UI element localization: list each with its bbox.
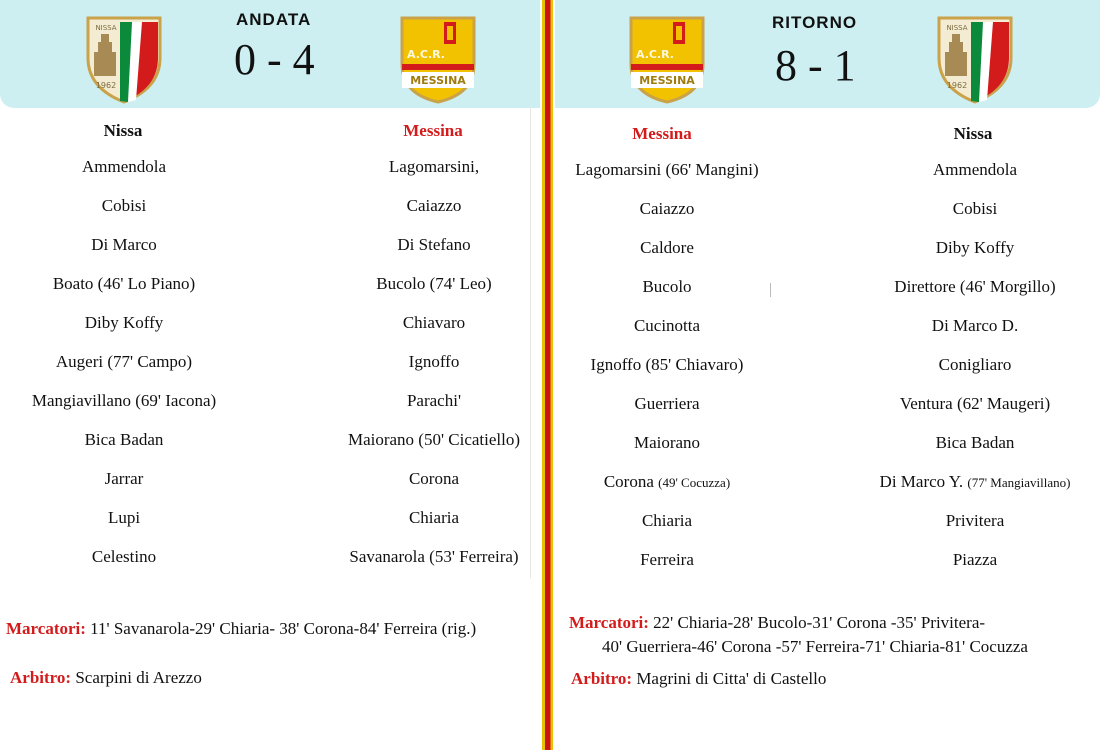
player-row	[0, 508, 254, 547]
player-name: Guerriera	[634, 394, 700, 413]
player-row	[304, 313, 564, 352]
player-row	[537, 316, 797, 355]
player-name: Cobisi	[101, 196, 147, 215]
scorers-label: Marcatori:	[6, 619, 86, 638]
andata-scorers	[6, 619, 476, 639]
ritorno-referee	[571, 669, 826, 689]
player-row	[845, 355, 1100, 394]
player-row	[304, 235, 564, 274]
nissa-crest-year: 1962	[946, 81, 968, 90]
player-row	[845, 160, 1100, 199]
player-name: Corona	[408, 469, 460, 488]
player-name: Cucinotta	[633, 316, 701, 335]
player-name: Di Marco Y.	[879, 472, 964, 491]
andata-home-lineup	[0, 157, 254, 586]
player-row	[845, 433, 1100, 472]
nissa-crest-label: NISSA	[946, 24, 968, 32]
player-name: Di Stefano	[397, 235, 471, 254]
player-row	[304, 157, 564, 196]
ritorno-score: 8 - 1	[775, 41, 856, 90]
messina-crest-line1: A.C.R.	[406, 48, 446, 61]
player-row	[845, 550, 1100, 589]
player-name: Lagomarsini,	[388, 157, 480, 176]
player-row	[537, 394, 797, 433]
player-row	[537, 199, 797, 238]
player-row	[0, 157, 254, 196]
player-name: Caldore	[640, 238, 694, 257]
andata-header	[0, 0, 540, 108]
player-row	[0, 547, 254, 586]
ritorno-home-lineup	[537, 160, 797, 589]
player-name: Direttore (46' Morgillo)	[894, 277, 1056, 296]
player-name: Chiaria	[408, 508, 460, 527]
messina-crest-line1: A.C.R.	[635, 48, 675, 61]
messina-crest-icon	[627, 14, 707, 104]
andata-leg-label: ANDATA	[236, 10, 312, 29]
player-row	[304, 196, 564, 235]
player-row	[537, 160, 797, 199]
player-row	[845, 511, 1100, 550]
player-row	[845, 472, 1100, 511]
player-name: Bica Badan	[935, 433, 1015, 452]
player-row	[845, 277, 1100, 316]
player-name: Ignoffo	[408, 352, 460, 371]
player-name: Diby Koffy	[935, 238, 1015, 257]
ritorno-scorers	[569, 613, 985, 633]
nissa-crest-icon	[84, 14, 164, 104]
nissa-crest-label: NISSA	[95, 24, 117, 32]
player-name: Augeri (77' Campo)	[55, 352, 193, 371]
player-name: Conigliaro	[938, 355, 1012, 374]
player-row	[537, 433, 797, 472]
player-row	[845, 199, 1100, 238]
player-name: Parachi'	[406, 391, 462, 410]
player-name: Ferreira	[640, 550, 694, 569]
andata-score: 0 - 4	[234, 35, 315, 84]
messina-crest-line2: MESSINA	[410, 74, 466, 87]
player-name: Celestino	[91, 547, 157, 566]
player-name: Diby Koffy	[84, 313, 164, 332]
player-row	[0, 391, 254, 430]
scorers-label: Marcatori:	[569, 613, 649, 632]
player-row	[537, 238, 797, 277]
player-sub: (49' Cocuzza)	[658, 475, 731, 490]
ritorno-leg-label: RITORNO	[772, 13, 858, 32]
referee-label: Arbitro:	[10, 668, 72, 687]
andata-panel	[0, 0, 540, 750]
player-row	[0, 196, 254, 235]
player-row	[0, 274, 254, 313]
player-name: Caiazzo	[406, 196, 462, 215]
player-name: Chiavaro	[402, 313, 466, 332]
column-separator	[530, 108, 531, 578]
player-name: Maiorano	[633, 433, 701, 452]
player-row	[0, 352, 254, 391]
player-row	[537, 511, 797, 550]
stray-mark	[770, 283, 771, 297]
referee-text: Scarpini di Arezzo	[75, 668, 202, 687]
ritorno-scorers-continued	[602, 637, 1028, 657]
ritorno-panel	[555, 0, 1100, 750]
player-row	[304, 352, 564, 391]
player-name: Mangiavillano (69' Iacona)	[31, 391, 217, 410]
player-name: Cobisi	[952, 199, 998, 218]
player-name: Boato (46' Lo Piano)	[52, 274, 196, 293]
player-row	[0, 235, 254, 274]
referee-text: Magrini di Citta' di Castello	[636, 669, 827, 688]
andata-referee	[10, 668, 202, 688]
player-row	[304, 430, 564, 469]
andata-away-team-name: Messina	[403, 121, 463, 140]
player-row	[0, 430, 254, 469]
andata-home-team-name: Nissa	[103, 121, 143, 140]
nissa-crest-icon	[935, 14, 1015, 104]
player-row	[845, 316, 1100, 355]
player-row	[537, 550, 797, 589]
player-row	[304, 547, 564, 586]
scorers-text-line2: 40' Guerriera-46' Corona -57' Ferreira-71' Chiaria-81' Cocuzza	[602, 637, 1028, 656]
player-name: Caiazzo	[639, 199, 695, 218]
messina-crest-line2: MESSINA	[639, 74, 695, 87]
player-row	[537, 472, 797, 511]
ritorno-home-team-name: Messina	[632, 124, 692, 143]
messina-crest-icon	[398, 14, 478, 104]
ritorno-away-team-name: Nissa	[953, 124, 993, 143]
player-sub: (77' Mangiavillano)	[967, 475, 1071, 490]
player-row	[0, 469, 254, 508]
player-name: Jarrar	[104, 469, 144, 488]
player-name: Bica Badan	[84, 430, 164, 449]
player-name: Ammendola	[932, 160, 1018, 179]
scorers-text: 11' Savanarola-29' Chiaria- 38' Corona-84' Ferreira (rig.)	[90, 619, 477, 638]
player-row	[0, 313, 254, 352]
ritorno-away-lineup	[845, 160, 1100, 589]
player-name: Savanarola (53' Ferreira)	[349, 547, 519, 566]
player-row	[304, 274, 564, 313]
player-name: Lagomarsini (66' Mangini)	[575, 160, 759, 179]
player-name: Ignoffo (85' Chiavaro)	[590, 355, 744, 374]
player-name: Di Marco D.	[931, 316, 1019, 335]
player-row	[845, 394, 1100, 433]
player-name: Maiorano (50' Cicatiello)	[347, 430, 521, 449]
player-name: Chiaria	[641, 511, 693, 530]
player-name: Privitera	[945, 511, 1005, 530]
player-name: Lupi	[107, 508, 141, 527]
player-row	[537, 277, 797, 316]
andata-away-lineup	[304, 157, 564, 586]
player-row	[304, 391, 564, 430]
player-name: Ammendola	[81, 157, 167, 176]
player-name: Corona	[603, 472, 654, 491]
player-name: Ventura (62' Maugeri)	[899, 394, 1051, 413]
player-row	[537, 355, 797, 394]
player-name: Bucolo	[642, 277, 692, 296]
referee-label: Arbitro:	[571, 669, 633, 688]
ritorno-header	[555, 0, 1100, 108]
player-row	[304, 469, 564, 508]
player-name: Bucolo (74' Leo)	[376, 274, 492, 293]
player-name: Piazza	[952, 550, 998, 569]
scorers-text-line1: 22' Chiaria-28' Bucolo-31' Corona -35' Privitera-	[653, 613, 986, 632]
player-row	[845, 238, 1100, 277]
nissa-crest-year: 1962	[95, 81, 117, 90]
player-name: Di Marco	[91, 235, 157, 254]
player-row	[304, 508, 564, 547]
